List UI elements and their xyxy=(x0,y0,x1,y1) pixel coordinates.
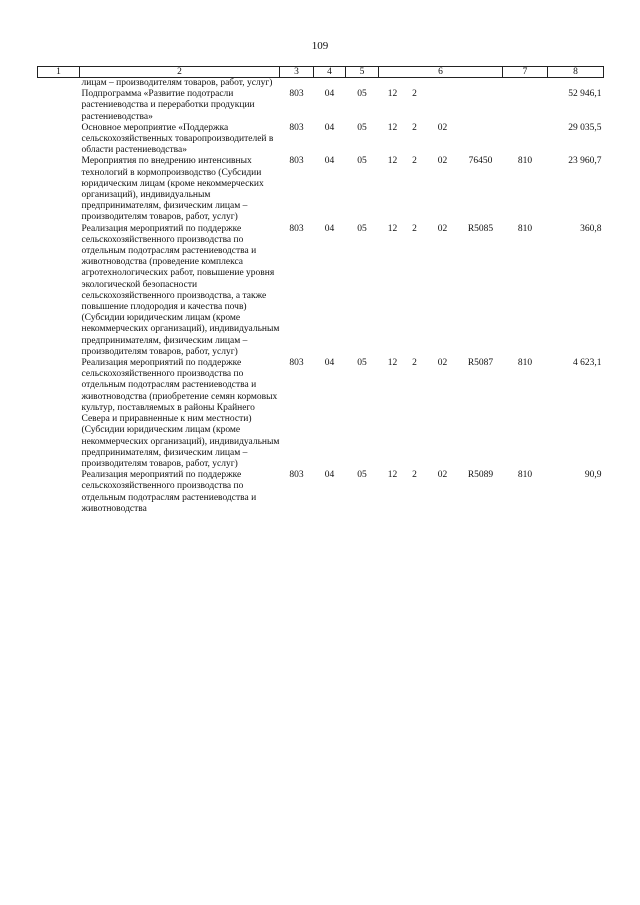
row-section: 04 xyxy=(324,156,335,167)
row-expense-type xyxy=(503,89,548,123)
table-row xyxy=(38,123,604,157)
row-direction-code: R5089 xyxy=(467,470,494,481)
row-direction-code: R5085 xyxy=(467,223,494,234)
row-ministry-code: 803 xyxy=(289,223,304,234)
row-direction-code: R5087 xyxy=(467,358,494,369)
table-row xyxy=(38,89,604,123)
row-subprogram-code: 2 xyxy=(412,89,417,100)
table-row xyxy=(38,470,604,515)
row-ministry-code: 803 xyxy=(289,358,304,369)
row-expense-type: 810 xyxy=(517,470,533,481)
row-expense-type: 810 xyxy=(517,358,533,369)
row-section: 04 xyxy=(324,223,335,234)
table-row xyxy=(38,224,604,358)
row-name: Основное мероприятие «Поддержка сельскохозяйственных товаропроизводителей в области растениеводства» xyxy=(81,122,274,156)
row-subsection: 05 xyxy=(357,89,367,100)
continuation-text: лицам – производителям товаров, работ, услуг) xyxy=(81,78,273,88)
row-subsection: 05 xyxy=(357,358,367,369)
row-subprogram-code: 2 xyxy=(412,156,417,167)
table-header xyxy=(38,67,604,78)
row-subprogram-code: 2 xyxy=(412,470,417,481)
row-name: Реализация мероприятий по поддержке сельскохозяйственного производства по отдельным подотраслям растениеводства и животноводства xyxy=(81,470,257,514)
column-number-row xyxy=(38,67,604,78)
row-amount: 360,8 xyxy=(580,223,602,234)
row-name: Реализация мероприятий по поддержке сельскохозяйственного производства по отдельным подотраслям растениеводства и животноводства (проведение комплекса агротехнологических работ, повышение уровня экологической безопасности сельскохозяйственного производства, а также повышение плодородия и качества почв) (Субсидии юридическим лицам (кроме некоммерческих организаций), индивидуальным предпринимателям, физическим лицам – производителям товаров, работ, услуг) xyxy=(81,223,280,357)
row-activity-code: 02 xyxy=(437,358,448,369)
row-subsection: 05 xyxy=(357,223,367,234)
row-subsection: 05 xyxy=(357,470,367,481)
col-header-8: 8 xyxy=(548,67,604,78)
row-program-code: 12 xyxy=(387,358,398,369)
row-name: Подпрограмма «Развитие подотрасли растениеводства и переработки продукции растениеводства» xyxy=(81,89,255,122)
col-header-5: 5 xyxy=(346,67,379,78)
row-program-code: 12 xyxy=(387,156,398,167)
row-subsection: 05 xyxy=(357,122,367,133)
row-activity-code: 02 xyxy=(437,223,448,234)
row-subprogram-code: 2 xyxy=(412,223,417,234)
row-section: 04 xyxy=(324,470,335,481)
row-direction-code: 76450 xyxy=(468,156,493,167)
row-ministry-code: 803 xyxy=(289,122,304,133)
row-amount: 52 946,1 xyxy=(568,89,602,100)
row-subprogram-code: 2 xyxy=(412,122,417,133)
row-activity-code: 02 xyxy=(437,122,448,133)
col-header-6: 6 xyxy=(379,67,503,78)
table-row xyxy=(38,78,604,90)
row-subsection: 05 xyxy=(357,156,367,167)
row-target-article xyxy=(379,224,503,358)
row-activity-code: 02 xyxy=(437,156,448,167)
row-expense-type: 810 xyxy=(517,156,533,167)
row-section: 04 xyxy=(324,358,335,369)
row-section: 04 xyxy=(324,122,335,133)
row-expense-type xyxy=(503,123,548,157)
col-header-4: 4 xyxy=(314,67,346,78)
row-ministry-code: 803 xyxy=(289,470,304,481)
budget-table xyxy=(37,66,604,515)
page-number: 109 xyxy=(311,40,329,52)
row-program-code: 12 xyxy=(387,89,398,100)
row-amount: 90,9 xyxy=(584,470,602,481)
row-ministry-code: 803 xyxy=(289,89,304,100)
row-expense-type: 810 xyxy=(517,223,533,234)
row-subprogram-code: 2 xyxy=(412,358,417,369)
row-ministry-code: 803 xyxy=(289,156,304,167)
row-amount: 29 035,5 xyxy=(568,122,602,133)
row-target-article xyxy=(379,358,503,470)
row-target-article xyxy=(379,123,503,157)
row-program-code: 12 xyxy=(387,470,398,481)
table-row xyxy=(38,358,604,470)
row-target-article xyxy=(379,89,503,123)
col-header-1: 1 xyxy=(38,67,80,78)
table-row xyxy=(38,156,604,223)
row-program-code: 12 xyxy=(387,223,398,234)
col-header-7: 7 xyxy=(503,67,548,78)
row-target-article xyxy=(379,470,503,515)
row-name: Мероприятия по внедрению интенсивных технологий в кормопроизводство (Субсидии юридическим лицам (кроме некоммерческих организаций), индивидуальным предпринимателям, физическим лицам – производителям товаров, работ, услуг) xyxy=(81,156,264,223)
col-header-2: 2 xyxy=(80,67,280,78)
row-amount: 23 960,7 xyxy=(568,156,602,167)
row-name: Реализация мероприятий по поддержке сельскохозяйственного производства по отдельным подотраслям растениеводства и животноводства (приобретение семян кормовых культур, поставляемых в районы Крайнего Севера и приравненные к ним местности) (Субсидии юридическим лицам (кроме некоммерческих организаций), индивидуальным предпринимателям, физическим лицам – производителям товаров, работ, услуг) xyxy=(81,358,280,469)
row-activity-code: 02 xyxy=(437,470,448,481)
col-header-3: 3 xyxy=(280,67,314,78)
row-amount: 4 623,1 xyxy=(573,358,602,369)
row-program-code: 12 xyxy=(387,122,398,133)
row-target-article xyxy=(379,156,503,223)
row-section: 04 xyxy=(324,89,335,100)
